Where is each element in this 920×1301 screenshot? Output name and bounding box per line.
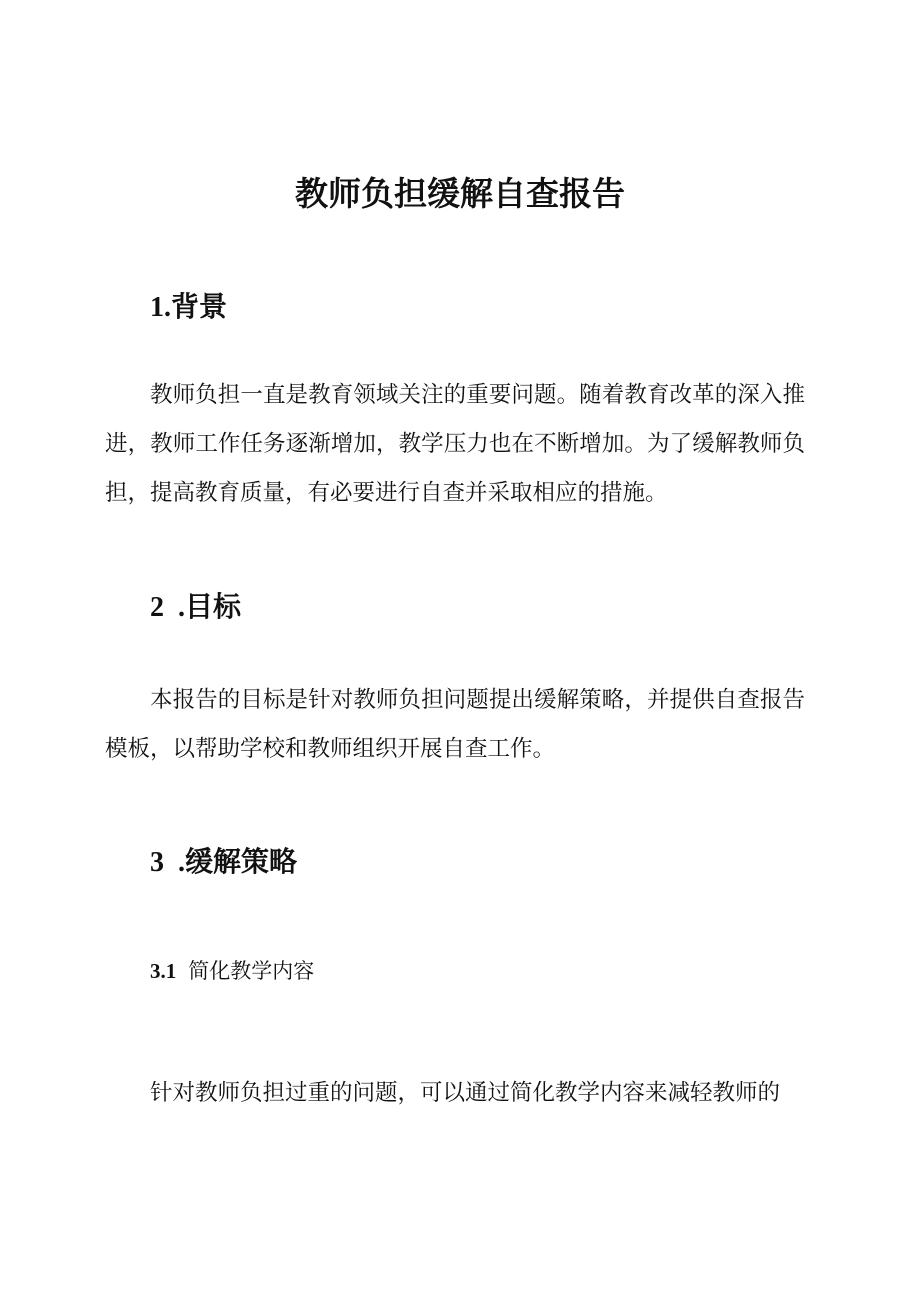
- section-number: 2 .: [150, 592, 185, 623]
- subsection-paragraph: 针对教师负担过重的问题，可以通过简化教学内容来减轻教师的: [150, 1080, 781, 1106]
- section-number: 3 .: [150, 847, 185, 878]
- section-paragraph-background: 教师负担一直是教育领域关注的重要问题。随着教育改革的深入推进，教师工作任务逐渐增加，教学压力也在不断增加。为了缓解教师负担，提高教育质量，有必要进行自查并采取相应的措施。: [105, 382, 805, 506]
- section-paragraph-goal: 本报告的目标是针对教师负担问题提出缓解策略，并提供自查报告模板，以帮助学校和教师组织开展自查工作。: [105, 687, 805, 762]
- section-title: 缓解策略: [185, 845, 298, 878]
- subsection-title: 简化教学内容: [188, 959, 315, 983]
- section-title: 背景: [171, 290, 228, 323]
- subsection-number: 3.1: [150, 959, 177, 983]
- document-title: 教师负担缓解自查报告: [295, 174, 625, 213]
- section-title: 目标: [185, 590, 242, 623]
- section-number: 1.: [150, 292, 171, 323]
- section-heading-background: [150, 285, 227, 325]
- subsection-heading: [150, 955, 314, 985]
- section-heading-strategy: [150, 840, 297, 880]
- section-heading-goal: [150, 585, 241, 625]
